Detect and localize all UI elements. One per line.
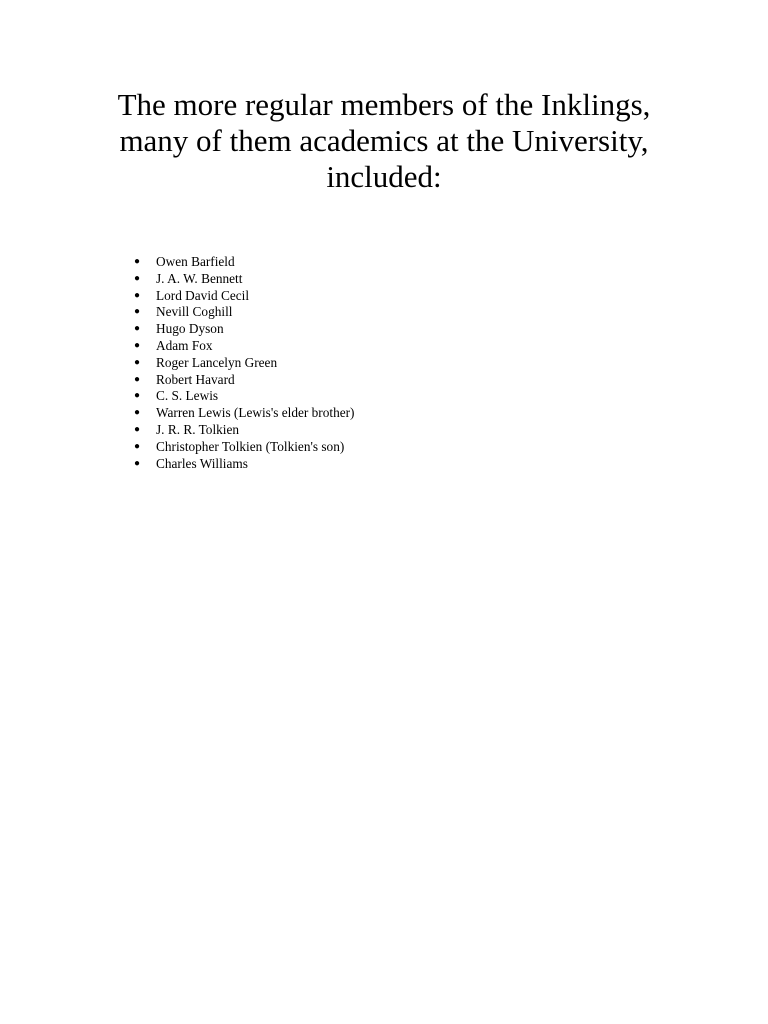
- list-item: [134, 438, 354, 456]
- bullet-icon: ●: [134, 423, 141, 435]
- page-title: The more regular members of the Inklings, many of them academics at the University, included:: [117, 87, 651, 194]
- member-name: Roger Lancelyn Green: [156, 354, 278, 370]
- bullet-icon: ●: [134, 407, 141, 419]
- member-name: Owen Barfield: [156, 254, 235, 269]
- list-item: [134, 354, 354, 372]
- bullet-icon: ●: [134, 440, 141, 452]
- member-name: J. A. W. Bennett: [156, 270, 243, 286]
- member-name: Charles Williams: [156, 455, 248, 471]
- member-list: [134, 254, 355, 472]
- member-name: J. R. R. Tolkien: [156, 421, 240, 437]
- list-item: [134, 254, 354, 271]
- list-item: [134, 321, 354, 338]
- bullet-icon: ●: [134, 306, 141, 318]
- bullet-icon: ●: [134, 339, 141, 351]
- bullet-icon: ●: [134, 457, 141, 469]
- bullet-icon: ●: [134, 323, 141, 335]
- list-item: [134, 371, 354, 389]
- list-item: [134, 455, 354, 473]
- list-item: [134, 270, 354, 288]
- list-item: [134, 304, 354, 321]
- bullet-icon: ●: [134, 256, 141, 267]
- bullet-icon: ●: [134, 272, 141, 284]
- list-item: [134, 337, 354, 355]
- member-name: Christopher Tolkien (Tolkien's son): [156, 438, 345, 454]
- member-name: Warren Lewis (Lewis's elder brother): [156, 405, 355, 421]
- list-item: [134, 287, 354, 305]
- member-name: C. S. Lewis: [156, 388, 219, 404]
- bullet-icon: ●: [134, 373, 141, 385]
- list-item: [134, 421, 354, 439]
- member-name: Hugo Dyson: [156, 321, 224, 337]
- member-name: Robert Havard: [156, 371, 235, 387]
- bullet-icon: ●: [134, 356, 141, 368]
- member-name: Nevill Coghill: [156, 304, 233, 320]
- list-item: [134, 388, 354, 405]
- bullet-icon: ●: [134, 390, 141, 402]
- bullet-icon: ●: [134, 289, 141, 301]
- list-item: [134, 405, 355, 422]
- member-name: Lord David Cecil: [156, 287, 250, 303]
- member-name: Adam Fox: [156, 337, 213, 353]
